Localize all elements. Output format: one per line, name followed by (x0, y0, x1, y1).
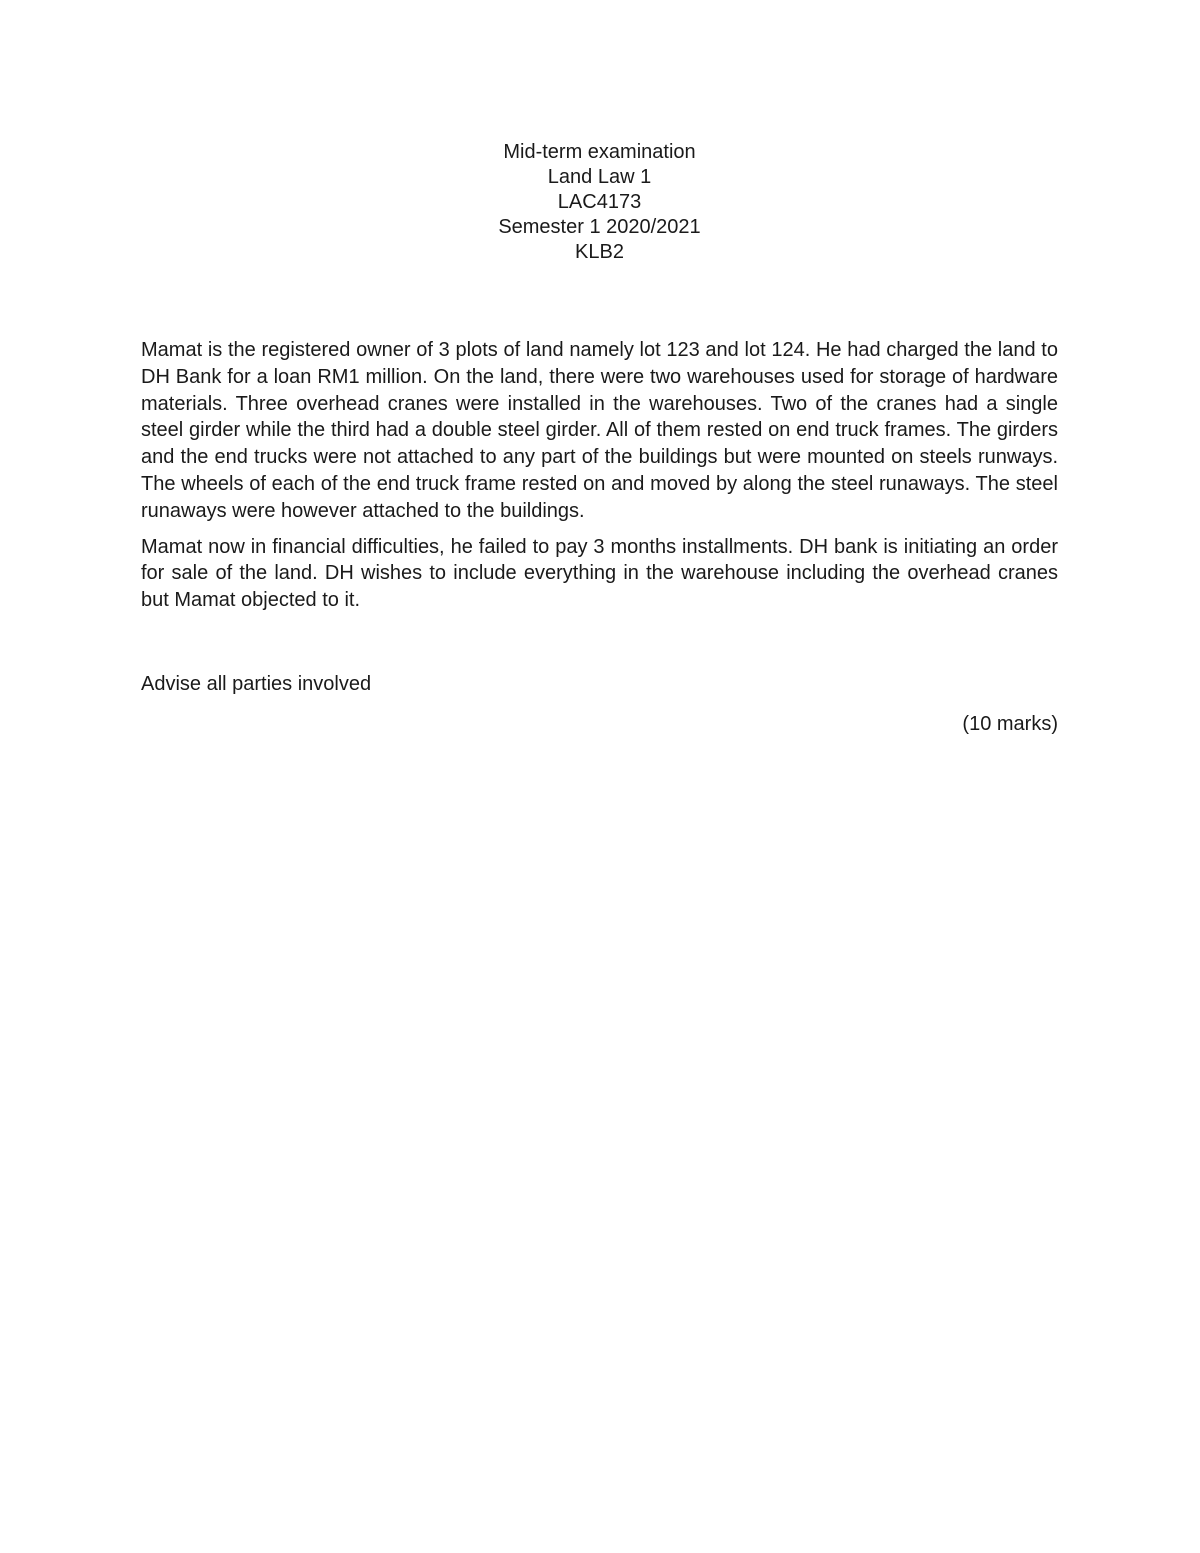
course-name: Land Law 1 (547, 166, 652, 188)
question-paragraph-1: Mamat is the registered owner of 3 plots of land namely lot 123 and lot 124. He had charged the land to DH Bank for a loan RM1 million. On the land, there were two warehouses used for storage of hardware materials. Three overhead cranes were installed in the warehouses. Two of the cranes had a single steel girder while the third had a double steel girder. All of them rested on end truck frames. The girders and the end trucks were not attached to any part of the buildings but were mounted on steels runways. The wheels of each of the end truck frame rested on and moved by along the steel runaways. The steel runaways were however attached to the buildings. (141, 339, 1058, 522)
question-marks: (10 marks) (962, 712, 1058, 735)
class-code: KLB2 (575, 241, 624, 263)
question-paragraph-2: Mamat now in financial difficulties, he failed to pay 3 months installments. DH bank is initiating an order for sale of the land. DH wishes to include everything in the warehouse including the overhead cranes but Mamat objected to it. (141, 535, 1058, 612)
question-instruction: Advise all parties involved (141, 672, 372, 695)
exam-header (141, 140, 1058, 265)
exam-page (141, 140, 1058, 738)
exam-title: Mid-term examination (503, 141, 696, 163)
question-body (141, 337, 1058, 614)
course-code: LAC4173 (557, 191, 642, 213)
semester: Semester 1 2020/2021 (498, 216, 701, 238)
